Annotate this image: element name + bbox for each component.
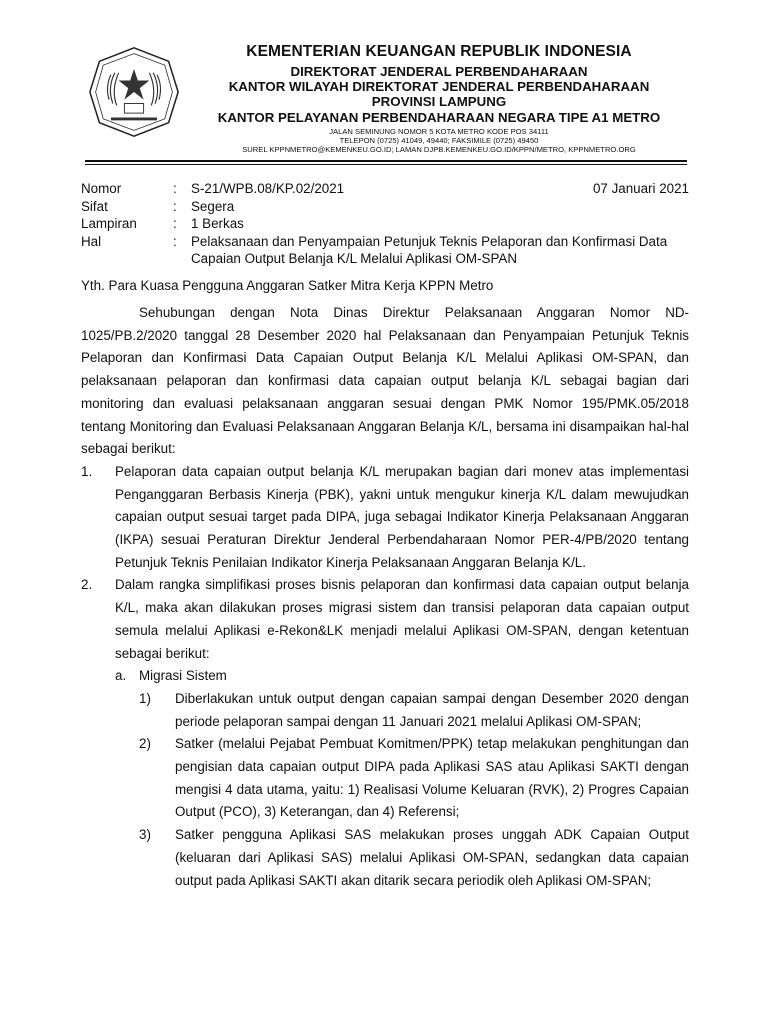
list-item [81, 461, 689, 575]
colon: : [173, 198, 177, 214]
lampiran-value: 1 Berkas [191, 216, 244, 231]
sub2-list-text: Satker pengguna Aplikasi SAS melakukan proses unggah ADK Capaian Output (keluaran dari Aplikasi SAS) melalui Aplikasi OM-SPAN, sedangkan data capaian output pada Aplikasi SAKTI akan ditarik secara periodik oleh Aplikasi OM-SPAN; [175, 827, 689, 888]
colon: : [173, 233, 177, 249]
meta-row-sifat [81, 198, 689, 216]
service-office-name: KANTOR PELAYANAN PERBENDAHARAAN NEGARA TIPE A1 METRO [217, 110, 661, 125]
list-text: Dalam rangka simplifikasi proses bisnis pelaporan dan konfirmasi data capaian output belanja K/L, maka akan dilakukan proses migrasi sistem dan transisi pelaporan data capaian output semula melalui Aplikasi e-Rekon&LK menjadi melalui Aplikasi OM-SPAN, dengan ketentuan sebagai berikut: [115, 577, 689, 661]
sub-list-letter: a. [115, 668, 127, 684]
sub2-list-number: 3) [139, 827, 151, 843]
letterhead [190, 43, 688, 154]
sub2-list-number: 1) [139, 690, 151, 706]
hal-value: Pelaksanaan dan Penyampaian Petunjuk Teknis Pelaporan dan Konfirmasi Data Capaian Output Belanja K/L Melalui Aplikasi OM-SPAN [191, 233, 668, 266]
list-number: 1. [81, 463, 93, 479]
directorate-name: DIREKTORAT JENDERAL PERBENDAHARAAN [290, 64, 588, 79]
letter-body [81, 302, 689, 892]
sub2-list-item [139, 824, 689, 892]
ministry-name: KEMENTERIAN KEUANGAN REPUBLIK INDONESIA [246, 43, 632, 60]
letter-date: 07 Januari 2021 [592, 181, 689, 196]
list-number: 2. [81, 577, 93, 593]
intro-paragraph: Sehubungan dengan Nota Dinas Direktur Pelaksanaan Anggaran Nomor ND-1025/PB.2/2020 tanggal 28 Desember 2020 hal Pelaksanaan dan Penyampaian Petunjuk Teknis Pelaporan dan Konfirmasi Data Capaian Output Belanja K/L Melalui Aplikasi OM-SPAN, dan pelaksanaan pelaporan dan konfirmasi data capaian output belanja K/L sebagai bagian dari monitoring dan evaluasi pelaksanaan anggaran sesuai dengan PMK Nomor 195/PMK.05/2018 tentang Monitoring dan Evaluasi Pelaksanaan Anggaran Belanja K/L, bersama ini disampaikan hal-hal sebagai berikut: [81, 305, 689, 457]
nomor-value: S-21/WPB.08/KP.02/2021 [191, 181, 345, 196]
office-phone: TELEPON (0725) 41049, 49440; FAKSIMILE (0725) 49450 [339, 136, 539, 145]
lampiran-label: Lampiran [81, 216, 137, 231]
list-text: Pelaporan data capaian output belanja K/L merupakan bagian dari monev atas implementasi Penganggaran Berbasis Kinerja (PBK), yakni untuk mengukur kinerja K/L dalam mewujudkan capaian output sesuai target pada DIPA, juga sebagai Indikator Kinerja Pelaksanaan Anggaran (IKPA) sesuai Peraturan Direktur Jenderal Perbendaharaan Nomor PER-4/PB/2020 tentang Petunjuk Teknis Penilaian Indikator Kinerja Pelaksanaan Anggaran Belanja K/L. [115, 463, 689, 570]
sub2-list-number: 2) [139, 736, 151, 752]
colon: : [173, 216, 177, 231]
sub2-list-item [139, 688, 689, 733]
colon: : [173, 181, 177, 196]
kemenkeu-emblem-icon [86, 44, 182, 140]
sifat-value: Segera [191, 198, 235, 214]
meta-row-lampiran [81, 215, 689, 233]
sub2-list-text: Satker (melalui Pejabat Pembuat Komitmen/PPK) tetap melakukan penghitungan dan pengisian data capaian output DIPA pada Aplikasi SAS atau Aplikasi SAKTI dengan mengisi 4 data utama, yaitu: 1) Realisasi Volume Keluaran (RVK), 2) Progres Capaian Output (PCO), 3) Keterangan, dan 4) Referensi; [175, 736, 689, 820]
nomor-label: Nomor [81, 181, 122, 196]
sifat-label: Sifat [81, 198, 108, 214]
province-name: PROVINSI LAMPUNG [371, 94, 507, 109]
hal-label: Hal [81, 233, 102, 249]
sub2-list-item [139, 733, 689, 824]
sub-list-item [115, 665, 689, 688]
sub-list-heading: Migrasi Sistem [139, 668, 227, 684]
office-address: JALAN SEMINUNG NOMOR 5 KOTA METRO KODE POS 34111 [329, 127, 549, 136]
sub2-list-text: Diberlakukan untuk output dengan capaian sampai dengan Desember 2020 dengan periode pelaporan sampai dengan 11 Januari 2021 melalui Aplikasi OM-SPAN; [175, 690, 689, 729]
meta-row-hal [81, 233, 689, 268]
letterhead-rule-thin [85, 164, 687, 165]
regional-office-name: KANTOR WILAYAH DIREKTORAT JENDERAL PERBENDAHARAAN [228, 79, 650, 94]
office-email-web: SUREL KPPNMETRO@KEMENKEU.GO.ID; LAMAN DJPB.KEMENKEU.GO.ID/KPPN/METRO, KPPNMETRO.ORG [242, 145, 636, 154]
letterhead-rule [85, 160, 687, 162]
letter-meta [81, 180, 689, 268]
recipient-line: Yth. Para Kuasa Pengguna Anggaran Satker Mitra Kerja KPPN Metro [81, 278, 494, 293]
list-item [81, 574, 689, 665]
